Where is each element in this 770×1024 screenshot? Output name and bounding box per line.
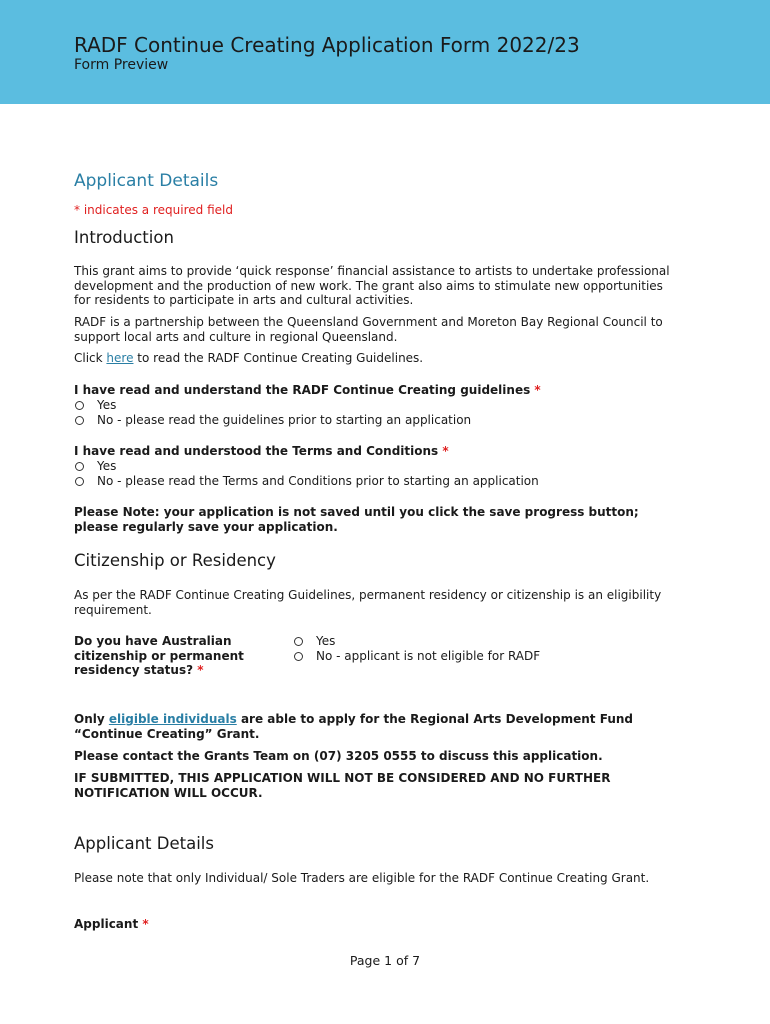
radio-button[interactable] bbox=[75, 416, 84, 425]
question-terms-text: I have read and understood the Terms and Conditions bbox=[74, 444, 439, 458]
form-title: RADF Continue Creating Application Form 2022/23 bbox=[74, 33, 580, 57]
radio-option-terms-no[interactable] bbox=[74, 474, 539, 489]
page-number: Page 1 of 7 bbox=[349, 953, 421, 968]
eligibility-suffix: are able to apply for the Regional Arts Development Fund “Continue Creating” Grant. bbox=[74, 712, 633, 741]
introduction-paragraph-2: RADF is a partnership between the Queensland Government and Moreton Bay Regional Council to support local arts and culture in regional Queensland. bbox=[74, 315, 663, 344]
applicant-details-heading: Applicant Details bbox=[74, 834, 214, 853]
question-guidelines-label bbox=[74, 383, 541, 398]
citizenship-paragraph: As per the RADF Continue Creating Guidelines, permanent residency or citizenship is an eligibility requirement. bbox=[74, 588, 662, 617]
guidelines-link[interactable]: here bbox=[106, 351, 134, 365]
radio-option-guidelines-yes[interactable] bbox=[74, 398, 116, 413]
required-star: * bbox=[442, 444, 449, 458]
radio-option-citizenship-no[interactable] bbox=[293, 649, 540, 664]
required-star: * bbox=[142, 917, 149, 931]
section-title-applicant-details: Applicant Details bbox=[74, 171, 219, 191]
radio-option-label: Yes bbox=[97, 398, 117, 412]
citizenship-question-text: Do you have Australian citizenship or permanent residency status? bbox=[74, 634, 244, 677]
applicant-details-paragraph: Please note that only Individual/ Sole Traders are eligible for the RADF Continue Creating Grant. bbox=[74, 871, 650, 885]
contact-grants-team-note: Please contact the Grants Team on (07) 3205 0555 to discuss this application. bbox=[74, 749, 603, 763]
radio-option-label: No - please read the Terms and Conditions prior to starting an application bbox=[97, 474, 539, 488]
required-star: * bbox=[197, 663, 204, 677]
applicant-label-text: Applicant bbox=[74, 917, 139, 931]
required-field-note: * indicates a required field bbox=[74, 203, 233, 217]
question-guidelines-text: I have read and understand the RADF Continue Creating guidelines bbox=[74, 383, 531, 397]
radio-button[interactable] bbox=[75, 401, 84, 410]
citizenship-heading: Citizenship or Residency bbox=[74, 551, 276, 570]
question-terms-label bbox=[74, 444, 449, 459]
radio-option-guidelines-no[interactable] bbox=[74, 413, 471, 428]
applicant-label bbox=[74, 917, 149, 932]
guidelines-link-prefix: Click bbox=[74, 351, 103, 365]
radio-option-label: Yes bbox=[97, 459, 117, 473]
eligibility-prefix: Only bbox=[74, 712, 105, 726]
eligibility-note bbox=[74, 712, 689, 741]
introduction-heading: Introduction bbox=[74, 228, 174, 247]
introduction-paragraph-1: This grant aims to provide ‘quick response’ financial assistance to artists to undertake professional development and the production of new work. The grant also aims to stimulate new opportunities for residents to participate in arts and cultural activities. bbox=[74, 264, 670, 307]
radio-button[interactable] bbox=[294, 652, 303, 661]
guidelines-link-line bbox=[74, 351, 423, 366]
radio-option-label: No - applicant is not eligible for RADF bbox=[316, 649, 541, 663]
radio-button[interactable] bbox=[75, 477, 84, 486]
not-considered-warning: IF SUBMITTED, THIS APPLICATION WILL NOT BE CONSIDERED AND NO FURTHER NOTIFICATION WILL OCCUR. bbox=[74, 771, 611, 800]
eligible-individuals-link[interactable]: eligible individuals bbox=[108, 712, 237, 726]
save-progress-note: Please Note: your application is not saved until you click the save progress button; please regularly save your application. bbox=[74, 505, 639, 534]
radio-button[interactable] bbox=[75, 462, 84, 471]
citizenship-question-label bbox=[74, 634, 269, 678]
radio-button[interactable] bbox=[294, 637, 303, 646]
guidelines-link-suffix: to read the RADF Continue Creating Guidelines. bbox=[137, 351, 424, 365]
form-subtitle: Form Preview bbox=[74, 57, 169, 73]
form-header bbox=[0, 0, 770, 104]
radio-option-label: Yes bbox=[316, 634, 336, 648]
radio-option-citizenship-yes[interactable] bbox=[293, 634, 335, 649]
radio-option-terms-yes[interactable] bbox=[74, 459, 116, 474]
required-star: * bbox=[534, 383, 541, 397]
radio-option-label: No - please read the guidelines prior to starting an application bbox=[97, 413, 472, 427]
